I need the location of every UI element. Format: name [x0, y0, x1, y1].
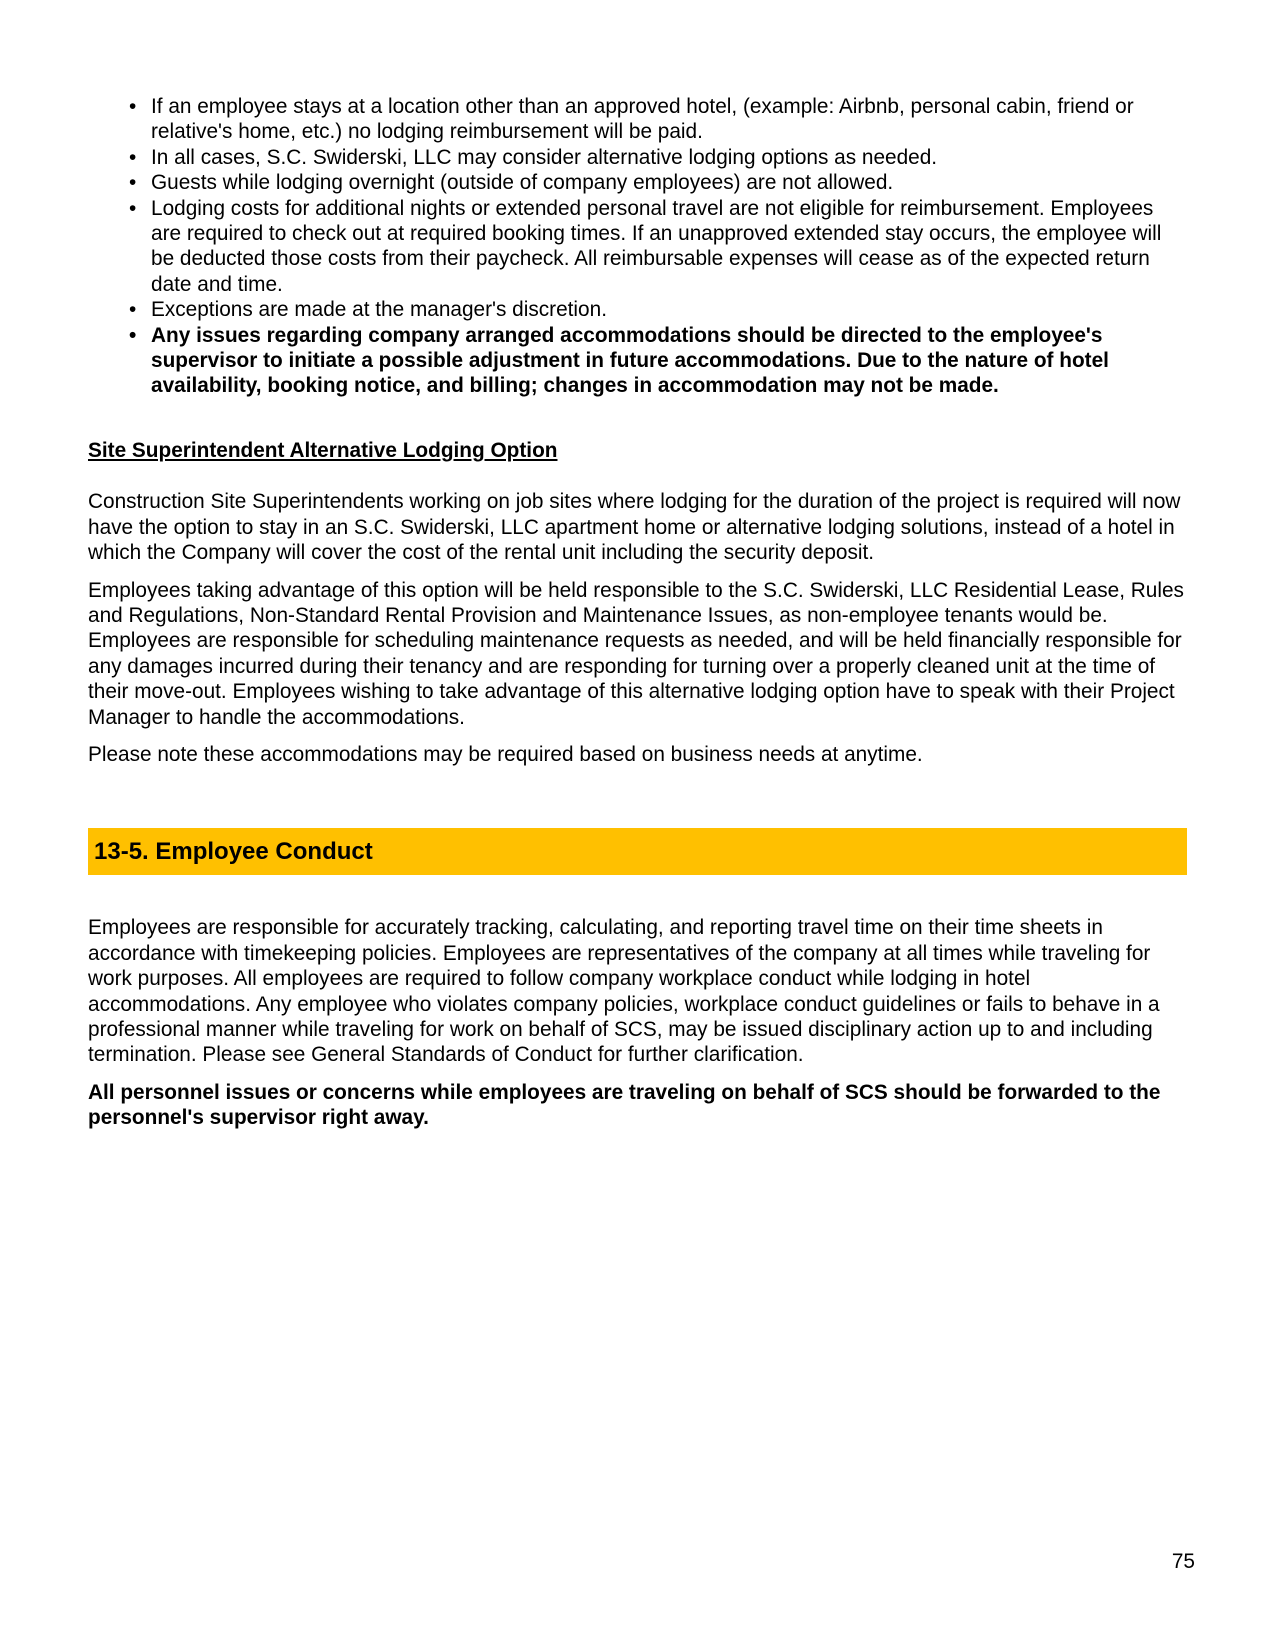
site-superintendent-heading: Site Superintendent Alternative Lodging Option — [88, 438, 558, 462]
page-number: 75 — [1171, 1550, 1195, 1573]
list-item: • Exceptions are made at the manager's discretion. — [151, 297, 1187, 322]
paragraph: Employees taking advantage of this option will be held responsible to the S.C. Swiderski, LLC Residential Lease, Rules and Regulations, Non-Standard Rental Provision and Maintenance Issues, as non-employee tenants would be. Employees are responsible for scheduling maintenance requests as needed, and will be held financially responsible for any damages incurred during their tenancy and are responding for turning over a properly cleaned unit at the time of their move-out. Employees wishing to take advantage of this alternative lodging option have to speak with their Project Manager to handle the accommodations. — [88, 578, 1184, 729]
list-item: • In all cases, S.C. Swiderski, LLC may consider alternative lodging options as needed. — [151, 145, 1187, 170]
section-header-title: 13-5. Employee Conduct — [94, 837, 373, 865]
list-item-bold: • Any issues regarding company arranged accommodations should be directed to the employee's supervisor to initiate a possible adjustment in future accommodations. Due to the nature of hotel availability, booking notice, and billing; changes in accommodation may not be made. — [151, 323, 1187, 399]
section-header-employee-conduct — [88, 828, 1187, 875]
paragraph: Construction Site Superintendents working on job sites where lodging for the duration of the project is required will now have the option to stay in an S.C. Swiderski, LLC apartment home or alternative lodging solutions, instead of a hotel in which the Company will cover the cost of the rental unit including the security deposit. — [88, 490, 1181, 565]
list-item: • Guests while lodging overnight (outside of company employees) are not allowed. — [151, 170, 1187, 195]
list-item: • Lodging costs for additional nights or extended personal travel are not eligible for reimbursement. Employees are required to check out at required booking times. If an unapproved extended stay occurs, the employee will be deducted those costs from their paycheck. All reimbursable expenses will cease as of the expected return date and time. — [151, 196, 1187, 298]
list-item: • If an employee stays at a location other than an approved hotel, (example: Airbnb, personal cabin, friend or relative's home, etc.) no lodging reimbursement will be paid. — [151, 94, 1187, 145]
paragraph: Employees are responsible for accurately tracking, calculating, and reporting travel time on their time sheets in accordance with timekeeping policies. Employees are representatives of the company at all times while traveling for work purposes. All employees are required to follow company workplace conduct while lodging in hotel accommodations. Any employee who violates company policies, workplace conduct guidelines or fails to behave in a professional manner while traveling for work on behalf of SCS, may be issued disciplinary action up to and including termination. Please see General Standards of Conduct for further clarification. — [88, 916, 1160, 1067]
lodging-rules-list — [88, 94, 1187, 399]
paragraph: Please note these accommodations may be required based on business needs at anytime. — [88, 742, 923, 766]
paragraph-bold: All personnel issues or concerns while employees are traveling on behalf of SCS should be forwarded to the personnel's supervisor right away. — [88, 1080, 1161, 1130]
